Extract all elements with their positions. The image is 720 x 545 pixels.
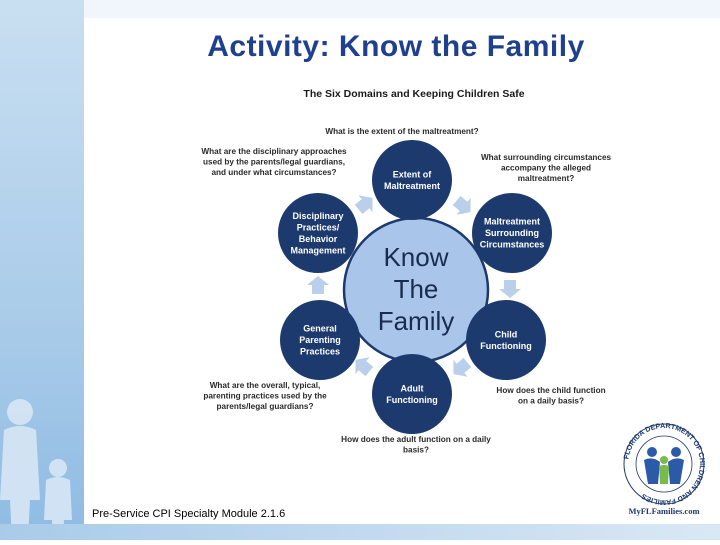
node-label: General — [303, 323, 337, 334]
q-child-text: How does the child function — [496, 386, 606, 395]
flow-arrow-icon — [307, 276, 329, 294]
q-surrounding-text: What surrounding circumstances — [480, 153, 612, 162]
node-label: Circumstances — [479, 239, 545, 250]
node-label: Parenting — [299, 335, 341, 345]
center-word: The — [393, 274, 439, 304]
flow-arrow-icon — [450, 192, 478, 220]
flow-arrow-icon — [499, 280, 521, 298]
q-child-text: on a daily basis? — [518, 396, 584, 406]
node-label: Disciplinary — [292, 210, 344, 221]
dcf-logo — [614, 414, 714, 514]
node-extent — [372, 140, 452, 220]
node-label: Practices/ — [296, 222, 340, 233]
q-extent-text: What is the extent of the maltreatment? — [325, 127, 479, 136]
q-parenting-text: parents/legal guardians? — [216, 402, 314, 411]
center-word: Know — [383, 242, 449, 272]
footer-text: Pre-Service CPI Specialty Module 2.1.6 — [92, 508, 286, 520]
node-label: Child — [494, 329, 518, 340]
node-adult — [372, 354, 452, 434]
q-adult-text: basis? — [403, 445, 429, 455]
node-parenting — [280, 300, 360, 380]
node-label: Maltreatment — [483, 216, 541, 227]
q-discipline-text: and under what circumstances? — [211, 168, 337, 177]
node-child — [466, 300, 546, 380]
q-surrounding-text: accompany the alleged — [500, 163, 592, 173]
logo-url[interactable]: MyFLFamilies.com — [628, 506, 700, 516]
diagram-heading: The Six Domains and Keeping Children Safe — [303, 88, 525, 100]
node-label: Maltreatment — [383, 180, 441, 191]
q-discipline-text: used by the parents/legal guardians, — [203, 157, 345, 167]
q-adult-text: How does the adult function on a daily — [341, 435, 491, 444]
node-label: Extent of — [392, 169, 432, 180]
slide-title: Activity: Know the Family — [207, 30, 585, 63]
q-discipline-text: What are the disciplinary approaches — [201, 147, 347, 156]
center-word: Family — [377, 306, 455, 336]
node-label: Surrounding — [485, 228, 539, 238]
logo-arc-text: FLORIDA DEPARTMENT OF CHILDREN AND FAMILIES — [621, 420, 708, 508]
node-label: Functioning — [480, 340, 532, 351]
logo-figures-icon — [644, 447, 684, 484]
q-surrounding-text: maltreatment? — [517, 174, 575, 183]
flow-arrow-icon — [447, 354, 475, 382]
q-parenting-text: What are the overall, typical, — [209, 381, 321, 390]
node-label: Management — [290, 245, 346, 256]
node-label: Functioning — [386, 394, 438, 405]
node-label: Adult — [400, 383, 424, 394]
node-discipline — [278, 193, 358, 273]
node-surrounding — [472, 193, 552, 273]
q-parenting-text: parenting practices used by the — [203, 391, 327, 401]
node-label: Behavior — [298, 233, 338, 244]
node-label: Practices — [299, 346, 341, 357]
